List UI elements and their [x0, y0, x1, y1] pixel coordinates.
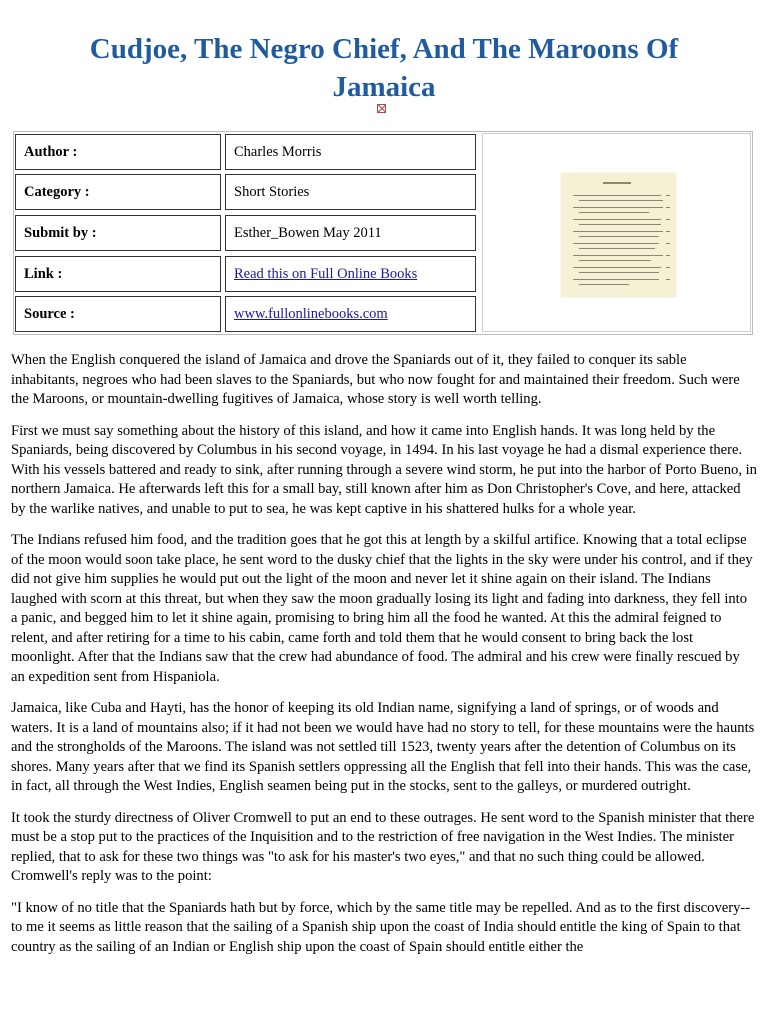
source-label: Source :: [15, 296, 221, 332]
read-online-link[interactable]: Read this on Full Online Books: [234, 266, 418, 282]
author-value: Charles Morris: [225, 134, 476, 170]
book-thumbnail: [561, 173, 676, 297]
author-label: Author :: [15, 134, 221, 170]
category-label: Category :: [15, 174, 221, 210]
page-title: [0, 30, 768, 106]
paragraph: Jamaica, like Cuba and Hayti, has the honor of keeping its old Indian name, signifying a land of springs, or of woods and waters. It is a land of mountains also; if it had not been we would have had no story to tell, for these mountains were the haunts and the strongholds of the Maroons. The island was not settled till 1523, twenty years after the detention of Columbus on its shores. Many years after that we find its Spanish settlers oppressing all the English that fell into their hands. This was the case, in fact, all through the West Indies, English seamen being put in the stocks, sent to the galleys, or murdered outright.: [11, 700, 755, 794]
submit-by-label: Submit by :: [15, 215, 221, 251]
source-cell: [225, 296, 476, 332]
link-label: Link :: [15, 256, 221, 292]
paragraph: It took the sturdy directness of Oliver Cromwell to put an end to these outrages. He sent word to the Spanish minister that there must be a stop put to the practices of the Inquisition and to the restriction of free navigation in the West Indies. The minister replied, that to ask for these two things was "to ask for his master's two eyes," and that no such thing could be allowed. Cromwell's reply was to the point:: [11, 809, 755, 884]
paragraph: The Indians refused him food, and the tradition goes that he got this at length by a skilful artifice. Knowing that a total eclipse of the moon would soon take place, he sent word to the dusky chief that the lights in the sky were under his control, and if they did not give him supplies he would put out the light of the moon and never let it shine again on their island. The Indians laughed with scorn at this threat, but when they saw the moon gradually losing its light and fading into darkness, they fell into a panic, and begged him to let it shine again, promising to bring him all the food he wanted. At this the admiral feigned to relent, and after retiring for a time to his cabin, came forth and told them that he would consent to bring back the lost moonlight. After that the Indians saw that the crew had abundance of food. The admiral and his crew were finally rescued by an expedition sent from Hispaniola.: [11, 532, 753, 685]
link-cell: [225, 256, 476, 292]
broken-image-icon: [377, 104, 386, 113]
paragraph: First we must say something about the history of this island, and how it came into English hands. It was long held by the Spaniards, being discovered by Columbus in his second voyage, in 1494. In his last voyage he had a dismal experience there. With his vessels battered and ready to sink, after running through a severe wind storm, he put into the harbor of Porto Bueno, in northern Jamaica. He afterwards left this for a small bay, still known after him as Don Christopher's Cove, and here, attacked by the warlike natives, and unable to put to sea, he was kept captive in his shattered hulks for a whole year.: [11, 422, 757, 517]
submit-by-value: Esther_Bowen May 2011: [225, 215, 476, 251]
page-title-line-1: Cudjoe, The Negro Chief, And The Maroons Of: [89, 33, 679, 65]
article-body: [11, 351, 757, 969]
paragraph: "I know of no title that the Spaniards hath but by force, which by the same title may be repelled. And as to the first discovery--to me it seems as little reason that the sailing of a Spanish ship upon the coast of India should entitle the king of Spain to that country as the sailing of an Indian or English ship upon the coast of Spain should entitle either the: [11, 899, 751, 955]
page-title-line-2: Jamaica: [332, 71, 436, 103]
source-link[interactable]: www.fullonlinebooks.com: [234, 306, 388, 322]
paragraph: When the English conquered the island of Jamaica and drove the Spaniards out of it, they failed to conquer its sable inhabitants, negroes who had been slaves to the Spaniards, but who now fought for and maintained their freedom. Such were the Maroons, or mountain-dwelling fugitives of Jamaica, whose story is well worth telling.: [11, 352, 740, 407]
category-value: Short Stories: [225, 174, 476, 210]
